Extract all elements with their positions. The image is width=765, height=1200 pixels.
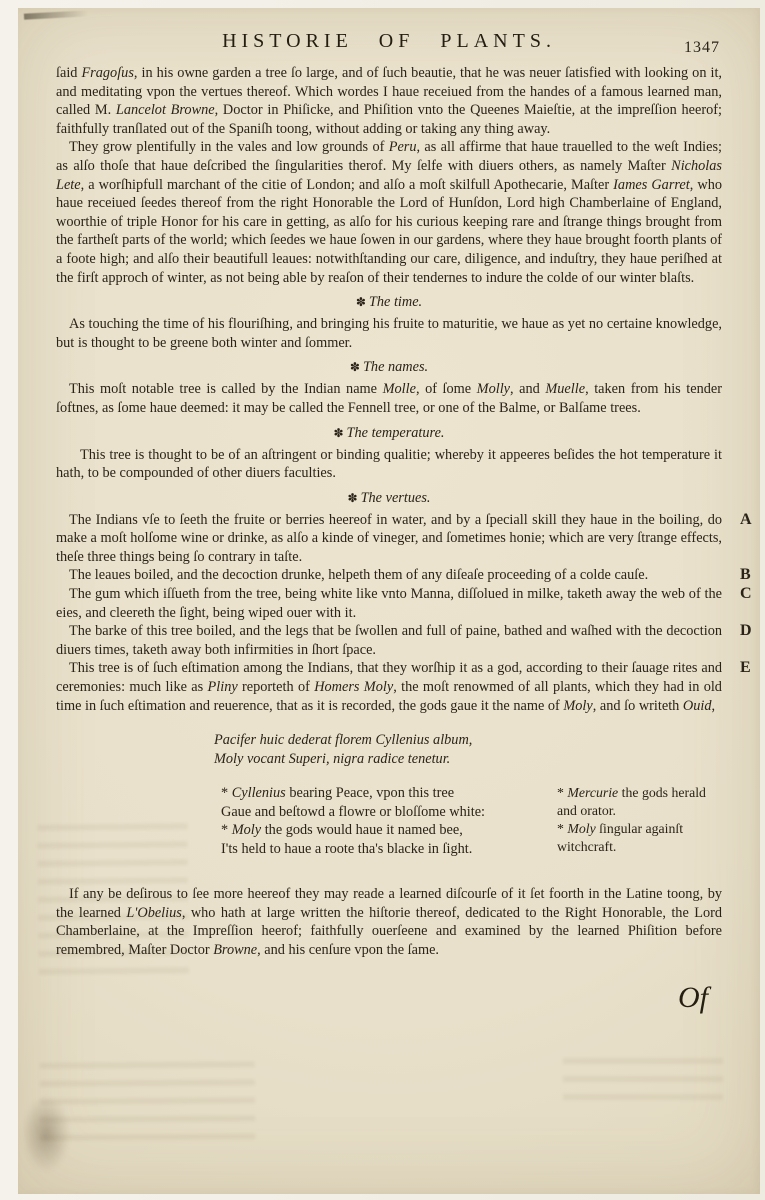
paragraph (56, 446, 722, 483)
text-segment: Gaue and beſtowd a flowre or bloſſome white: (221, 803, 486, 820)
text-segment: , the moſt renowmed of all plants, which they had in old time in ſuch eſtimation and reuerence, that as it is recorded, the gods gaue it the name of (56, 679, 722, 714)
section-title: The temperature. (346, 424, 445, 441)
text-segment: Moly (567, 820, 596, 836)
text-segment: Ouid (682, 697, 712, 714)
text-segment: The Indians vſe to ſeeth the fruite or berries heereof in water, and by a ſpeciall skill they haue in the boiling, do make a moſt holſome wine or drinke, as alſo a kinde of vineger, and ſometimes honie; which are very ſtrange effects, theſe three things being ſo contrary in taſte. (56, 511, 722, 565)
text-segment: Peru (388, 139, 417, 156)
paragraph (56, 380, 722, 417)
verse-line (214, 750, 722, 769)
text-segment: , of ſome (415, 381, 477, 398)
paragraph (56, 659, 722, 715)
text-segment: * (221, 784, 232, 801)
text-segment: Nicholas Lete (56, 157, 722, 193)
text-segment: Cyllenius (231, 784, 286, 801)
text-segment: The barke of this tree boiled, and the legs that be ſwollen and full of paine, bathed and waſhed with the decoction diuers times, taketh away both infirmities in ſhort ſpace. (56, 623, 722, 658)
catchword: Of (678, 981, 708, 1015)
page-corner-mark (24, 10, 88, 19)
text-segment: I'ts held to haue a roote tha's blacke in ſight. (221, 841, 473, 858)
english-verse (221, 784, 521, 859)
verse-line (221, 821, 521, 840)
paragraph (56, 511, 722, 567)
text-segment: , Doctor in Phiſicke, and Phiſition vnto the Queenes Maieſtie, at the impreſſion heerof; faithfully tranſlated out of the Spaniſh toong, without adding or taking any thing away. (56, 102, 722, 137)
verse-line (221, 840, 521, 859)
section-heading (56, 490, 722, 507)
text-segment: The gum which iſſueth from the tree, being white like vnto Manna, diſſolued in milke, taketh away the web of the eies, and cleereth the ſight, being wiped ouer with it. (56, 586, 722, 621)
text-segment: This tree is of ſuch eſtimation among the Indians, that they worſhip it as a god, according to their ſauage rites and ceremonies: much like as (56, 660, 722, 696)
vertue-item (56, 622, 752, 659)
section-temperature (56, 425, 722, 483)
text-segment: Iames Garret (613, 176, 690, 193)
fleuron-icon: ✽ (347, 490, 358, 505)
margin-note (557, 820, 712, 856)
text-segment: This moſt notable tree is called by the Indian name (69, 381, 383, 398)
text-segment: Moly (563, 697, 593, 714)
text-segment: Moly vocant Superi, nigra radice tenetur. (214, 751, 451, 768)
verse-translation-row (221, 784, 722, 859)
section-time (56, 294, 722, 352)
vertue-item (56, 659, 751, 715)
text-segment: * (557, 820, 568, 836)
paragraph-intro (56, 64, 722, 138)
section-title: The time. (368, 294, 423, 311)
text-segment: Molle (382, 381, 416, 398)
text-segment: Pacifer huic dederat florem Cyllenius album, (214, 732, 473, 749)
text-segment: Moly (231, 822, 262, 839)
section-title: The names. (362, 359, 429, 376)
ink-smudge (22, 1096, 70, 1172)
paragraph (56, 622, 722, 659)
show-through-text (40, 1057, 256, 1150)
text-segment: , and (510, 381, 546, 398)
paragraph (56, 566, 722, 585)
text-segment: , and ſo writeth (592, 697, 683, 714)
text-block (56, 30, 752, 1015)
text-segment: As touching the time of his flouriſhing, and bringing his fruite to maturitie, we haue as yet no certaine knowledge, but is thought to be greene both winter and ſommer. (56, 316, 722, 351)
paragraph (56, 315, 722, 352)
verse-line (221, 784, 521, 803)
margin-letter: D (740, 622, 752, 640)
paragraph-closing (56, 885, 722, 959)
margin-letter: A (740, 510, 752, 528)
running-title: HISTORIE OF PLANTS. (222, 30, 556, 52)
fleuron-icon: ✽ (333, 425, 344, 440)
fleuron-icon: ✽ (349, 360, 360, 375)
text-segment: , (711, 697, 716, 714)
text-segment: Browne (213, 941, 258, 958)
text-segment: The leaues boiled, and the decoction drunke, helpeth them of any diſeaſe proceeding of a colde cauſe. (69, 567, 649, 584)
verse-line (214, 731, 722, 750)
text-segment: Pliny (207, 679, 238, 696)
text-segment: ſingular againſt witchcraft. (557, 820, 684, 854)
text-segment: * (557, 784, 568, 800)
text-segment: Fragoſus (81, 65, 134, 81)
text-segment: Molly (476, 381, 511, 398)
vertue-item (56, 585, 752, 622)
paragraph-habitat (56, 138, 722, 287)
show-through-text (563, 1054, 723, 1112)
latin-verse (214, 731, 722, 769)
text-segment: , who hath at large written the hiſtorie thereof, dedicated to the Right Honorable, the Lord Chamberlaine, at the Impreſſion heerof; faithfully ouerſeene and examined by the learned Phiſition before remembred, Maſter Doctor (56, 904, 722, 958)
margin-letter: E (740, 659, 751, 677)
paragraph (56, 585, 722, 622)
section-heading (56, 425, 722, 442)
text-segment: , and his cenſure vpon the ſame. (257, 941, 439, 958)
text-segment: the gods herald and orator. (557, 784, 706, 818)
text-segment: ſaid (56, 65, 82, 81)
text-segment: , as all affirme that haue trauelled to the weſt Indies; as alſo thoſe that haue deſcribed the ſingularities therof. My ſelfe with diuers others, as namely Maſter (56, 139, 723, 174)
running-head (56, 30, 722, 56)
page-paper (18, 8, 760, 1194)
margin-letter: B (740, 566, 751, 584)
text-segment: Homers Moly (314, 679, 394, 696)
text-segment: , a worſhipfull marchant of the citie of London; and alſo a moſt skilfull Apothecarie, Maſter (80, 176, 614, 193)
section-vertues (56, 489, 752, 716)
fleuron-icon: ✽ (355, 295, 366, 310)
margin-notes (557, 784, 712, 859)
margin-letter: C (740, 585, 752, 603)
text-segment: This tree is thought to be of an aſtringent or binding qualitie; whereby it appeeres beſides the hot temperature it hath, to be compounded of other diuers faculties. (56, 446, 722, 482)
text-segment: If any be deſirous to ſee more heereof they may reade a learned diſcourſe of it ſet foorth in the Latine toong, by the learned (56, 886, 722, 921)
text-segment: the gods would haue it named bee, (261, 822, 463, 839)
text-segment: Lancelot Browne (115, 102, 215, 119)
section-heading (56, 359, 722, 376)
text-segment: Muelle (545, 381, 586, 398)
text-segment: , who haue receiued ſeedes thereof from the right Honorable the Lord of Hunſdon, Lord high Chamberlaine of England, woorthie of triple Honor for his care in getting, as alſo for his curious keeping rare and ſtrange things brought from the fartheſt parts of the world; which ſeedes we haue ſowen in our gardens, where they haue brought foorth plants of a foote high; and alſo their beautifull leaues: notwithſtanding our care, diligence, and induſtry, they haue periſhed at the firſt approch of winter, as not being able by reaſon of their tendernes to indure the colde of our winter blaſts. (56, 176, 722, 286)
section-title: The vertues. (360, 489, 431, 506)
text-segment: reporteth of (237, 679, 315, 696)
text-segment: They grow plentifully in the vales and low grounds of (69, 139, 389, 156)
vertue-item (56, 566, 751, 585)
text-segment: L'Obelius (126, 904, 182, 921)
text-segment: bearing Peace, vpon this tree (285, 784, 455, 801)
text-segment: , taken from his tender ſoftnes, as ſome haue deemed: it may be called the Fennell tree, or one of the Balme, or Balſame trees. (56, 381, 723, 416)
margin-note (557, 784, 712, 820)
page-number: 1347 (684, 39, 720, 56)
section-names (56, 359, 722, 417)
verse-line (221, 803, 521, 822)
text-segment: * (221, 822, 232, 839)
text-segment: , in his owne garden a tree ſo large, and of ſuch beautie, that he was neuer ſatisfied with looking on it, and meditating vpon the vertues thereof. Which wordes I haue receiued from the handes of a famous learned man, called M. (56, 65, 722, 119)
text-segment: Mercurie (567, 784, 619, 800)
catchword-row (56, 981, 722, 1015)
vertue-item (56, 510, 752, 567)
section-heading (56, 294, 722, 311)
